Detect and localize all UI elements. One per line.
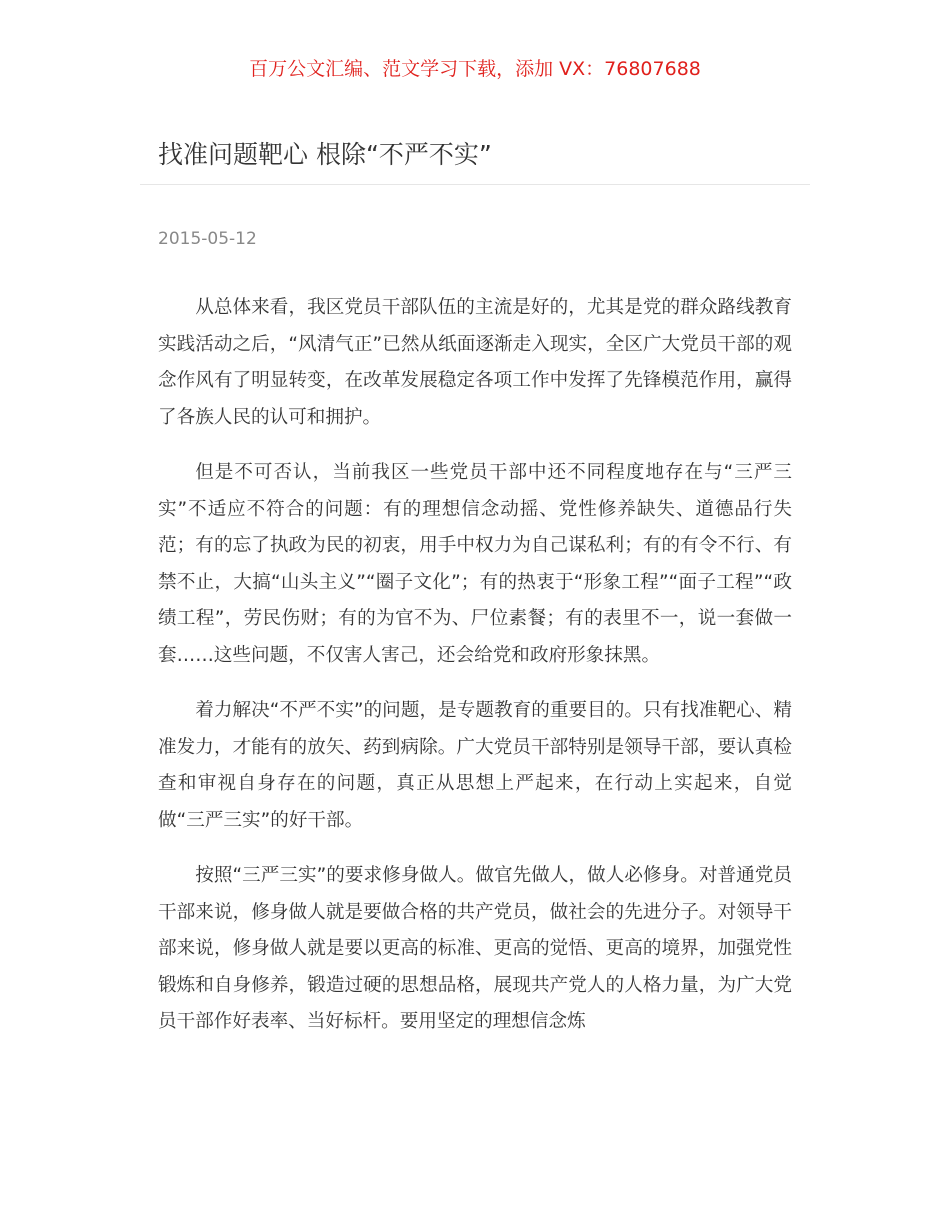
paragraph-1: 从总体来看，我区党员干部队伍的主流是好的，尤其是党的群众路线教育实践活动之后，“风清气正”已然从纸面逐渐走入现实，全区广大党员干部的观念作风有了明显转变，在改革发展稳定各项工作中发挥了先锋模范作用，赢得了各族人民的认可和拥护。 [158, 297, 792, 428]
article-body [158, 290, 792, 1060]
paragraph-3: 着力解决“不严不实”的问题，是专题教育的重要目的。只有找准靶心、精准发力，才能有的放矢、药到病除。广大党员干部特别是领导干部，要认真检查和审视自身存在的问题，真正从思想上严起来，在行动上实起来，自觉做“三严三实”的好干部。 [158, 700, 792, 831]
article-date: 2015-05-12 [158, 229, 257, 249]
article-title: 找准问题靶心 根除“不严不实” [158, 140, 492, 169]
promo-banner: 百万公文汇编、范文学习下载，添加 VX：76807688 [249, 58, 701, 80]
title-divider [140, 184, 810, 185]
paragraph-2: 但是不可否认，当前我区一些党员干部中还不同程度地存在与“三严三实”不适应不符合的问题：有的理想信念动摇、党性修养缺失、道德品行失范；有的忘了执政为民的初衷，用手中权力为自己谋私利；有的有令不行、有禁不止，大搞“山头主义”“圈子文化”；有的热衷于“形象工程”“面子工程”“政绩工程”，劳民伤财；有的为官不为、尸位素餐；有的表里不一，说一套做一套……这些问题，不仅害人害己，还会给党和政府形象抹黑。 [158, 462, 792, 666]
paragraph-4: 按照“三严三实”的要求修身做人。做官先做人，做人必修身。对普通党员干部来说，修身做人就是要做合格的共产党员，做社会的先进分子。对领导干部来说，修身做人就是要以更高的标准、更高的觉悟、更高的境界，加强党性锻炼和自身修养，锻造过硬的思想品格，展现共产党人的人格力量，为广大党员干部作好表率、当好标杆。要用坚定的理想信念炼 [158, 865, 792, 1032]
